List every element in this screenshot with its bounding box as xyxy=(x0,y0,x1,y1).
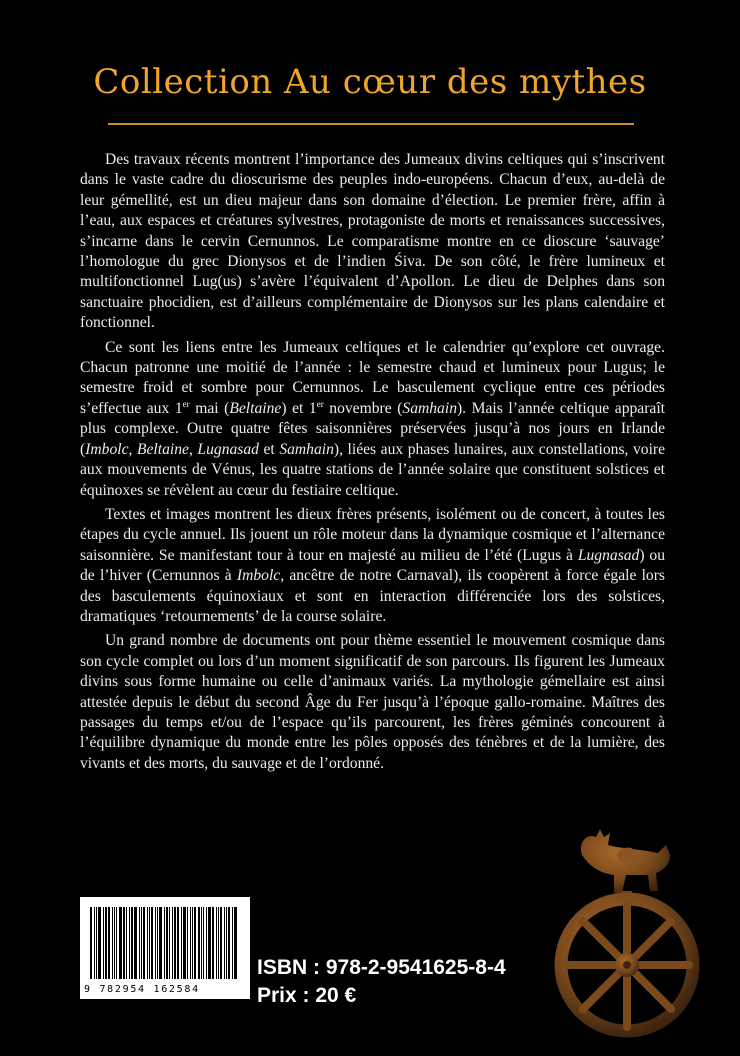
barcode-bar xyxy=(151,907,153,979)
barcode-bar xyxy=(203,907,204,979)
barcode-bar xyxy=(228,907,230,979)
title-divider xyxy=(108,123,634,125)
text-run: novembre ( xyxy=(323,399,403,417)
paragraph xyxy=(80,505,665,627)
italic-term: Samhain xyxy=(279,440,334,458)
barcode-bar xyxy=(134,907,137,979)
barcode-bar xyxy=(190,907,191,979)
text-run: ) et 1 xyxy=(281,399,317,417)
text-run: Ce sont les liens entre les Jumeaux celtiques et le calendrier qu’explore cet ouvrage. Chacun patronne une moitié de l’année : le semestre chaud et lumineux pour Lugus; le semestre froid et sombre pour Cernunnos. Le basculement cyclique entre ces périodes s’effectue aux 1 xyxy=(80,338,665,417)
barcode-bar xyxy=(123,907,125,979)
text-run: ) ou de l’hiver (Cernunnos à xyxy=(80,546,665,585)
text-run: , ancêtre de notre Carnaval), ils coopèrent à force égale lors des basculements équinoxiaux et sont en interaction différenciée lors des solstices, dramatiques ‘retournements’ de la course solaire. xyxy=(80,567,665,625)
barcode-bar xyxy=(157,907,158,979)
superscript: er xyxy=(182,398,190,409)
italic-term: Lugnasad xyxy=(197,440,259,458)
barcode-bar xyxy=(164,907,165,979)
text-run: ). Mais l’année celtique apparaît plus complexe. Outre quatre fêtes saisonnières préservées jusqu’à nos jours en Irlande ( xyxy=(80,399,665,458)
barcode-bar xyxy=(169,907,170,979)
barcode-bar xyxy=(172,907,173,979)
text-run: ), liées aux phases lunaires, aux constellations, voire aux mouvements de Vénus, les quatre stations de l’année solaire que constituent solstices et équinoxes se révèlent au cœur du festiaire celtique. xyxy=(80,440,666,499)
barcode-bar xyxy=(216,907,217,979)
barcode-bar xyxy=(149,907,150,979)
italic-term: Imbolc xyxy=(85,440,129,458)
barcode-bar xyxy=(159,907,162,979)
collection-title: Collection Au cœur des mythes xyxy=(93,62,647,102)
barcode-bar xyxy=(94,907,95,979)
barcode-bar xyxy=(126,907,127,979)
text-run: , xyxy=(188,440,198,458)
barcode-bar xyxy=(232,907,233,979)
price-text: Prix : 20 € xyxy=(257,984,357,1007)
paragraph xyxy=(80,338,665,501)
italic-term: Lugnasad xyxy=(577,546,640,564)
barcode-bar xyxy=(187,907,188,979)
isbn-text: ISBN : 978-2-9541625-8-4 xyxy=(257,956,506,979)
barcode-bar xyxy=(198,907,200,979)
italic-term: Beltaine xyxy=(229,399,282,417)
barcode-bar xyxy=(218,907,219,979)
bronze-wheel-figurine-image xyxy=(530,815,720,1040)
barcode-bar xyxy=(166,907,168,979)
barcode-bar xyxy=(220,907,222,979)
barcode-digits: 9 782954 162584 xyxy=(84,984,200,995)
text-run: , xyxy=(128,440,137,458)
barcode-bar xyxy=(114,907,115,979)
italic-term: Beltaine xyxy=(136,440,189,458)
barcode-bar xyxy=(105,907,107,979)
barcode-bar xyxy=(108,907,110,979)
barcode-bar xyxy=(181,907,182,979)
barcode-bar xyxy=(206,907,207,979)
barcode-bar xyxy=(208,907,211,979)
barcode-bar xyxy=(147,907,148,979)
barcode-bar xyxy=(192,907,193,979)
italic-term: Samhain xyxy=(402,399,457,417)
text-run: Un grand nombre de documents ont pour thème essentiel le mouvement cosmique dans son cycle complet ou lors d’un moment significatif de son parcours. Ils figurent les Jumeaux divins sous forme humaine ou celle d’animaux variés. La mythologie gémellaire est ainsi attestée depuis le début du second Âge du Fer jusqu’à l’époque gallo-romaine. Maîtres des passages du temps et/ou de l’espace qu’ils parcourent, les frères géminés concourent à l’équilibre dynamique du monde entre les pôles opposés des ténèbres et de la lumière, des vivants et des morts, du sauvage et de l’ordonné. xyxy=(80,632,665,772)
barcode-bar xyxy=(155,907,156,979)
barcode-bars xyxy=(90,907,240,979)
text-run: et xyxy=(258,440,280,458)
barcode-bar xyxy=(143,907,145,979)
barcode-bar xyxy=(174,907,176,979)
barcode-bar xyxy=(96,907,97,979)
barcode-bar xyxy=(201,907,202,979)
barcode-bar xyxy=(234,907,237,979)
paragraph xyxy=(80,150,665,334)
barcode-bar xyxy=(112,907,113,979)
barcode-bar xyxy=(224,907,225,979)
superscript: er xyxy=(316,398,324,409)
barcode-bar xyxy=(131,907,133,979)
barcode-bar xyxy=(177,907,179,979)
description-text xyxy=(80,150,665,778)
barcode-bar xyxy=(98,907,101,979)
barcode-bar xyxy=(129,907,130,979)
barcode-bar xyxy=(183,907,186,979)
barcode-bar xyxy=(212,907,214,979)
barcode-bar xyxy=(90,907,92,979)
barcode xyxy=(80,897,250,999)
italic-term: Imbolc xyxy=(236,567,281,585)
barcode-bar xyxy=(116,907,117,979)
barcode-bar xyxy=(119,907,122,979)
text-run: mai ( xyxy=(189,399,230,417)
barcode-bar xyxy=(141,907,142,979)
barcode-bar xyxy=(194,907,196,979)
barcode-bar xyxy=(139,907,140,979)
paragraph xyxy=(80,631,665,774)
text-run: Textes et images montrent les dieux frères présents, isolément ou de concert, à toutes les étapes du cycle annuel. Ils jouent un rôle moteur dans la dynamique cosmique et l’alternance saisonnière. Se manifestant tour à tour en majesté au milieu de l’été (Lugus à xyxy=(80,505,665,564)
barcode-bar xyxy=(103,907,104,979)
text-run: Des travaux récents montrent l’importance des Jumeaux divins celtiques qui s’inscrivent dans le vaste cadre du dioscurisme des peuples indo-européens. Chacun d’eux, au-delà de leur gémellité, est un dieu majeur dans son domaine d’élection. Le premier frère, affin à l’eau, aux espaces et créatures sylvestres, protagoniste de morts et renaissances successives, s’incarne dans le cervin Cernunnos. Le comparatisme montre en ce dioscure ‘sauvage’ l’homologue du grec Dionysos et de l’indien Śiva. De son côté, le frère lumineux et multifonctionnel Lug(us) s’avère l’équivalent d’Apollon. Le dieu de Delphes dans son sanctuaire phocidien, est d’ailleurs complémentaire de Dionysos sur les plans calendaire et fonctionnel. xyxy=(80,151,665,332)
barcode-bar xyxy=(226,907,227,979)
